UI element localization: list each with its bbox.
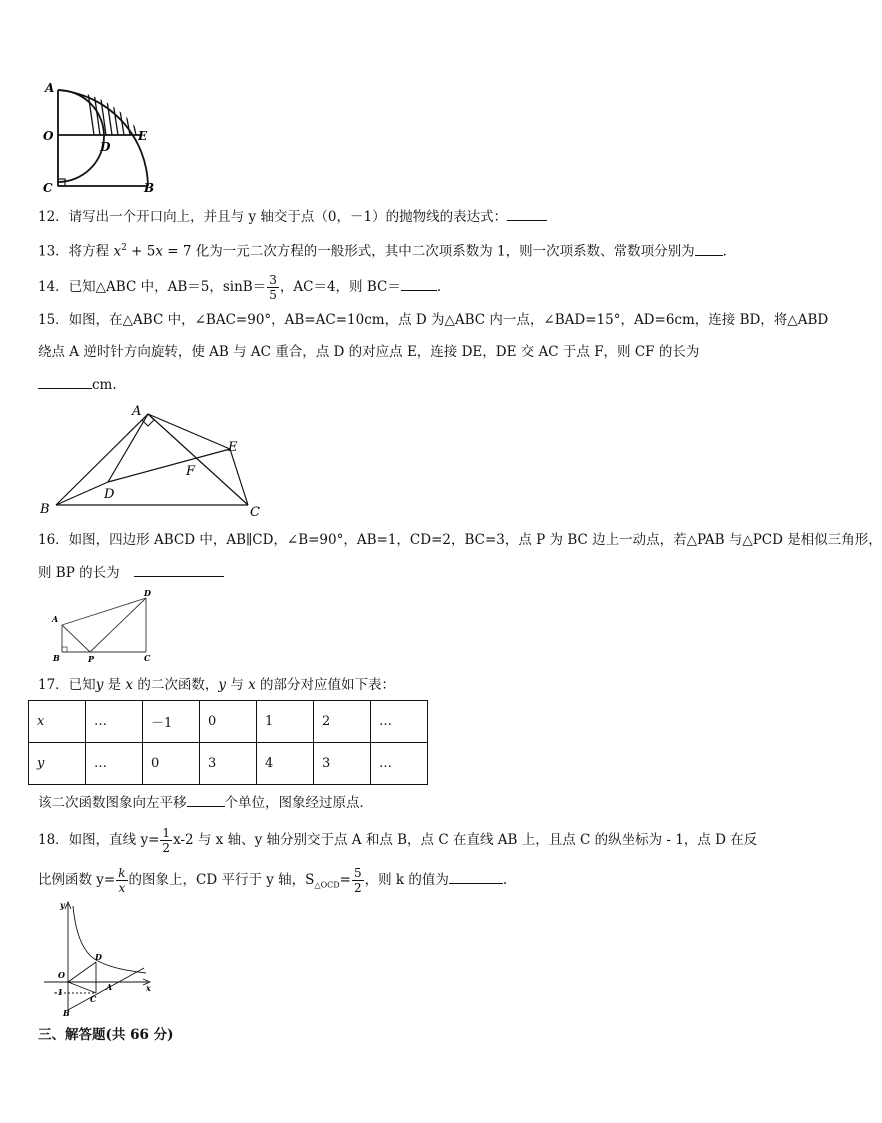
table-cell: … <box>371 701 428 743</box>
label-a: A <box>52 614 59 624</box>
label-c: C <box>144 653 151 663</box>
label-c: C <box>43 181 53 195</box>
q18-fraction-half: $\frac{1}{2}$ <box>162 826 171 855</box>
question-18-line1 <box>38 826 757 855</box>
q17-y2: y <box>218 677 226 693</box>
table-cell: 3 <box>200 743 257 785</box>
label-b: B <box>40 502 50 517</box>
question-18-line2 <box>38 866 507 896</box>
table-cell: 3 <box>314 743 371 785</box>
label-a: A <box>45 81 55 95</box>
q18-pre: 18．如图，直线 y= <box>38 832 160 848</box>
q17-pre: 17．已知 <box>38 677 96 693</box>
label-e: E <box>138 129 148 143</box>
label-y: y <box>60 900 65 910</box>
q13-eq-tail: + 5 <box>126 243 156 260</box>
question-14 <box>38 273 450 302</box>
q17-answer-blank[interactable] <box>187 792 225 807</box>
table-cell: 4 <box>257 743 314 785</box>
table-cell: … <box>86 701 143 743</box>
q17-x2: x <box>248 677 256 693</box>
figure-q18 <box>40 898 160 1020</box>
label-c: C <box>250 505 260 520</box>
q12-text: 12．请写出一个开口向上，并且与 y 轴交于点（0，－1）的抛物线的表达式： <box>38 209 508 225</box>
q18-l2-end: . <box>502 872 508 888</box>
label-b: B <box>53 653 60 663</box>
q13-end: ． <box>722 243 737 260</box>
q17-value-table <box>28 700 428 785</box>
question-15-line2: 绕点 A 逆时针方向旋转，使 AB 与 AC 重合，点 D 的对应点 E，连接 DE，DE 交 AC 于点 F，则 CF 的长为 <box>38 344 700 360</box>
label-d: D <box>104 487 115 502</box>
question-12 <box>38 206 547 227</box>
q17-post: 的部分对应值如下表： <box>255 677 395 693</box>
q17-mid3: 与 <box>225 677 249 693</box>
label-b: B <box>63 1008 70 1018</box>
label-f: F <box>186 464 196 479</box>
table-row-y <box>29 743 428 785</box>
section-3-title: 三、解答题(共 66 分) <box>38 1027 174 1043</box>
table-cell: x <box>29 701 86 743</box>
q17-after-pre: 该二次函数图象向左平移 <box>38 795 187 811</box>
label-c: C <box>90 994 97 1004</box>
label-a: A <box>106 982 113 992</box>
question-13 <box>38 238 736 262</box>
q17-y: y <box>95 677 104 693</box>
q13-eq-end: = 7 <box>162 243 192 260</box>
label-d: D <box>144 588 151 598</box>
q15-answer-blank[interactable] <box>38 374 92 389</box>
question-16-line1: 16．如图，四边形 ABCD 中，AB∥CD，∠B=90°，AB=1，CD=2，BC=3，点 P 为 BC 边上一动点，若△PAB 与△PCD 是相似三角形， <box>38 532 882 548</box>
q14-fraction: $\frac{3}{5}$ <box>269 273 277 302</box>
label-o: O <box>43 129 54 143</box>
table-cell: 2 <box>314 701 371 743</box>
table-cell: 0 <box>200 701 257 743</box>
q12-answer-blank[interactable] <box>507 206 547 221</box>
q18-fraction-area: $\frac{5}{2}$ <box>353 866 362 895</box>
q13-x: x <box>113 243 122 260</box>
q14-post: ，AC＝4，则 BC＝ <box>279 279 401 295</box>
question-15-line1: 15．如图，在△ABC 中，∠BAC=90°，AB=AC=10cm，点 D 为△ABC 内一点，∠BAD=15°，AD=6cm，连接 BD，将△ABD <box>38 312 829 328</box>
table-cell: －1 <box>143 701 200 743</box>
label-o: O <box>58 970 65 980</box>
q13-answer-blank[interactable] <box>695 241 723 256</box>
q13-post: 化为一元二次方程的一般形式，其中二次项系数为 1，则一次项系数、常数项分别为 <box>191 243 695 260</box>
table-cell: … <box>371 743 428 785</box>
q18-l2-eq: = <box>339 872 351 888</box>
q18-l2-pre: 比例函数 y= <box>38 872 116 888</box>
q18-answer-blank[interactable] <box>449 869 503 884</box>
question-16-line2 <box>38 562 224 583</box>
table-cell: y <box>29 743 86 785</box>
label-x: x <box>146 983 151 993</box>
label-e: E <box>228 440 238 455</box>
table-row-x <box>29 701 428 743</box>
label-p: P <box>88 654 95 664</box>
label-a: A <box>132 404 142 419</box>
label-b: B <box>144 181 155 195</box>
figure-q16 <box>48 586 160 666</box>
q18-area-subscript: △OCD <box>314 880 340 890</box>
figure-q11 <box>36 78 166 198</box>
q14-end: ． <box>436 279 451 295</box>
q17-x: x <box>125 677 134 693</box>
table-cell: 1 <box>257 701 314 743</box>
q18-fraction-k-x: $\frac{k}{x}$ <box>118 866 126 895</box>
question-15-line3 <box>38 374 117 395</box>
q14-pre: 14．已知△ABC 中，AB＝5，sinB＝ <box>38 279 267 295</box>
q13-exp: 2 <box>121 243 127 253</box>
q17-after-post: 个单位，图象经过原点． <box>224 795 373 811</box>
q17-mid1: 是 <box>103 677 126 693</box>
label-d: D <box>100 140 111 154</box>
question-17 <box>38 675 395 695</box>
q18-post: x-2 与 x 轴、y 轴分别交于点 A 和点 B，点 C 在直线 AB 上，且点 C 的纵坐标为 - 1，点 D 在反 <box>173 832 758 848</box>
q13-pre: 13．将方程 <box>38 243 114 260</box>
q15-unit: cm. <box>92 377 117 393</box>
q13-x2: x <box>155 243 163 260</box>
figure-q15 <box>36 400 276 522</box>
table-cell: 0 <box>143 743 200 785</box>
label-minus-one: -1 <box>54 987 63 997</box>
q14-answer-blank[interactable] <box>401 276 437 291</box>
q16-answer-blank[interactable] <box>134 562 224 577</box>
q17-mid2: 的二次函数， <box>133 677 219 693</box>
q16-text: 则 BP 的长为 <box>38 565 120 581</box>
label-d: D <box>95 952 102 962</box>
q18-l2-post: ，则 k 的值为 <box>364 872 449 888</box>
hatched-region <box>88 78 146 135</box>
question-17-after <box>38 792 373 813</box>
q18-l2-mid: 的图象上，CD 平行于 y 轴，S <box>128 872 315 888</box>
table-cell: … <box>86 743 143 785</box>
